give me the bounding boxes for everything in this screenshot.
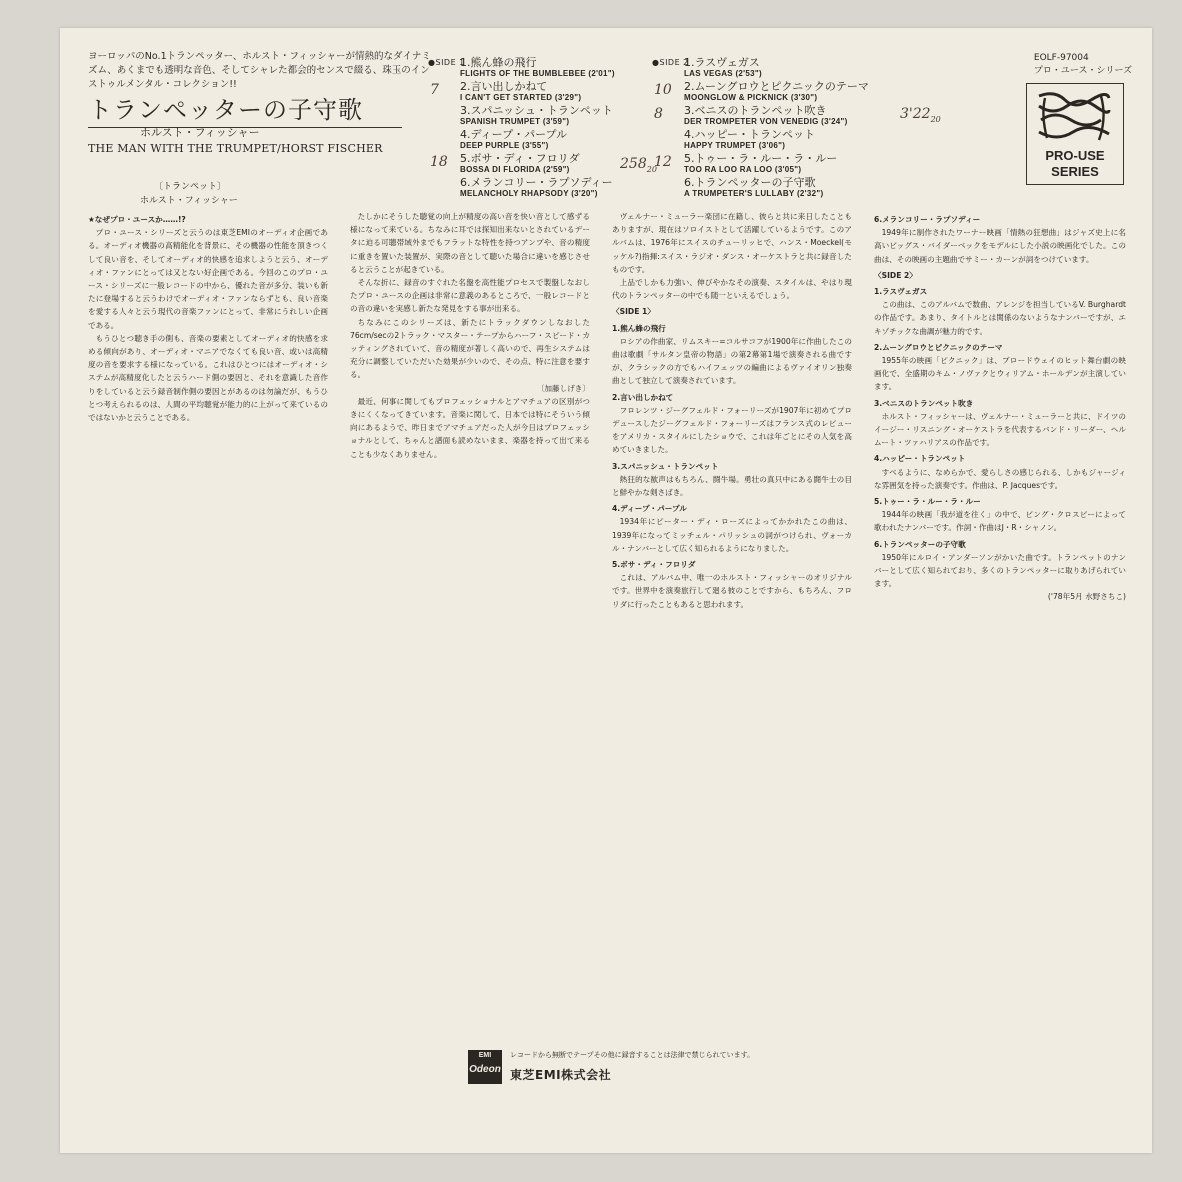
paragraph: 熱狂的な歓声はもちろん、闘牛場。勇壮の真只中にある闘牛士の目と鮮やかな剣さばき。 [612, 474, 852, 498]
side2-track [654, 104, 894, 127]
track-title-ja: 1.熊ん蜂の飛行 [460, 56, 537, 69]
handwritten-note-2: $3'22_{20}$ [900, 106, 941, 124]
intro-text: ヨーロッパのNo.1トランペッター、ホルスト・フィッシャーが情熱的なダイナミズム、あくまでも透明な音色、そしてシャレた都会的センスで綴る、珠玉のインストゥルメンタル・コレクション!! [88, 51, 431, 90]
paragraph: 最近、何事に関してもプロフェッショナルとアマチュアの区別がつきにくくなってきています。音楽に関して、日本では特にそういう傾向にあるようで、昨日までアマチュアだった人が今日はプロフェッショナルとして、ちゃんと譜面も読めないまま、楽器を持って出て来ることも少なくありません。 [350, 396, 590, 459]
album-title-ja: トランペッターの子守歌 [88, 90, 402, 128]
series-name: プロ・ユース・シリーズ [1033, 66, 1132, 76]
paragraph: すべるように、なめらかで、愛らしさの感じられる、しかもジャージィな雰囲気を持った演奏です。作曲は、P. Jacquesです。 [874, 467, 1126, 490]
handwritten-track-note: 18 [430, 154, 448, 170]
catalog-number: EOLF-97004 [1033, 53, 1089, 63]
track-title-ja: 3.ベニスのトランペット吹き [684, 104, 827, 117]
track-title-en: DEEP PURPLE (3'55") [460, 141, 549, 150]
paragraph: 1949年に制作されたワーナー映画「情熱の狂想曲」はジャズ史上に名高いビッグス・バイダーベックをモデルにした小説の映画化でした。この曲は、その映画の主題曲でサミー・カーンが詞をつけています。 [874, 228, 1126, 264]
side2-track [684, 128, 894, 151]
section-heading: 4.ディープ・パープル [612, 504, 687, 514]
track-title-ja: 6.メランコリー・ラプソディー [460, 176, 613, 189]
paragraph: もうひとつ聴き手の側も、音楽の要素としてオーディオ的快感を求める傾向があり、オーディオ・マニアでなくても良い音、或いは高精度の音を要求する様になっている。これはひとつにはオーディオ・システムが高精度化したと云うハード側の要因と、それを意識した音作りをしていると云う録音制作側の要因とがあるのは勿論だが、もうひとつ考えられるのは、人間の平均聴覚が能力的に上がって来ているのではないかと云うことである。 [88, 333, 328, 423]
side1-track [460, 56, 630, 79]
logo-line-2: SERIES [1051, 164, 1099, 179]
side1-label: ●SIDE 1 [428, 58, 465, 67]
track-title-ja: 2.言い出しかねて [460, 80, 548, 93]
paragraph: ロシアの作曲家、リムスキー=コルサコフが1900年に作曲したこの曲は歌劇「サルタン皇帝の物語」の第2幕第1場で演奏される曲ですが、クラシックの方でもハイフェッツの編曲によるヴァイオリン独奏曲として独立して演奏されています。 [612, 336, 852, 386]
track-title-ja: 3.スパニッシュ・トランペット [460, 104, 613, 117]
track-title-en: TOO RA LOO RA LOO (3'05") [684, 165, 802, 174]
company-name: 東芝EMI株式会社 [510, 1068, 612, 1082]
side2-track [654, 80, 894, 103]
track-title-ja: 5.トゥー・ラ・ルー・ラ・ルー [684, 152, 838, 165]
track-title-ja: 2.ムーングロウとピクニックのテーマ [684, 80, 869, 93]
track-title-en: BOSSA DI FLORIDA (2'59") [460, 165, 570, 174]
paragraph: ちなみにこのシリーズは、新たにトラックダウンしなおした76cm/secの2トラック・マスター・テープからハーフ・スピード・カッティングされていて、音の精度が著しく高いので、再生システムは充分に調整していただいた効果が少いので、その点、特に注意を要する。 [350, 317, 590, 380]
track-title-en: MOONGLOW & PICKNICK (3'30") [684, 93, 818, 102]
copyright-notice: レコードから無断でテープその他に録音することは法律で禁じられています。 [510, 1051, 755, 1059]
track-title-ja: 1.ラスヴェガス [684, 56, 760, 69]
liner-column-2 [350, 210, 590, 1010]
section-heading: 2.言い出しかねて [612, 392, 674, 402]
track-title-en: SPANISH TRUMPET (3'59") [460, 117, 570, 126]
liner-column-4 [874, 210, 1126, 1010]
handwritten-track-note: 7 [430, 82, 439, 98]
paragraph: フロレンツ・ジーグフェルド・フォーリーズが1907年に初めてプロデュースしたジーグフェルド・フォーリーズはフランス式のレビューをアメリカ・スタイルにしたショウで、これは年ごとにその人気を高めていきました。 [612, 405, 852, 455]
track-title-en: LAS VEGAS (2'53") [684, 69, 762, 78]
liner-sheet [60, 28, 1152, 1153]
track-title-ja: 4.ハッピー・トランペット [684, 128, 816, 141]
performer-credit [140, 180, 238, 208]
section-heading: 2.ムーングロウとピクニックのテーマ [874, 342, 1003, 352]
paragraph: たしかにそうした聴覚の向上が精度の高い音を快い音として感ずる様になって来ている。ちなみに耳では探知出来ないとされているデータに迫る可聴帯域外までもフラットな特性を持つアンプや、音の精度に重きを置いた装置が、実際の音として聴いた場合に違いを感じさせると云うことが起きている。 [350, 212, 590, 274]
track-title-en: DER TROMPETER VON VENEDIG (3'24") [684, 117, 848, 126]
section-heading: 4.ハッピー・トランペット [874, 454, 966, 464]
handwritten-track-note: 12 [654, 154, 672, 170]
author-signature: ('78年5月 水野さちこ) [1047, 592, 1126, 602]
side2-track [684, 176, 894, 199]
paragraph: そんな折に、録音のすぐれた名盤を高性能プロセスで製盤しなおしたプロ・ユースの企画は非常に意義のあるところで、一般レコードとの音の違いを実感し新たな発見をする事が出来る。 [350, 278, 590, 314]
section-heading: 〈SIDE 2〉 [874, 270, 917, 280]
section-heading: 3.ベニスのトランペット吹き [874, 398, 974, 408]
side1-track [430, 152, 630, 175]
side1-track [460, 128, 630, 151]
liner-notes [88, 210, 1128, 1055]
track-title-ja: 4.ディープ・パープル [460, 128, 568, 141]
side2-track [684, 56, 894, 79]
section-heading: 1.熊ん蜂の飛行 [612, 323, 666, 333]
credit-role: 〔トランペット〕 [154, 182, 227, 192]
section-heading: 6.メランコリー・ラプソディー [874, 215, 981, 224]
emi-odeon-logo: EMI Odeon [468, 1050, 502, 1084]
track-title-en: I CAN'T GET STARTED (3'29") [460, 93, 582, 102]
track-title-en: MELANCHOLY RHAPSODY (3'20") [460, 189, 598, 198]
catalog-info [1034, 52, 1132, 78]
swirl-icon [1035, 90, 1113, 144]
credit-name: ホルスト・フィッシャー [140, 196, 238, 206]
side2-label: ●SIDE 2 [652, 58, 689, 67]
paragraph: 1950年にルロイ・アンダーソンがかいた曲です。トランペットのナンバーとして広く知られており、多くのトランペッターに取りあげられています。 [874, 552, 1126, 589]
paragraph: 1934年にピーター・ディ・ローズによってかかれたこの曲は、1939年になってミッチェル・パリッシュの詞がつけられ、ヴォーカル・ナンバーとして広く知られるようになりました。 [612, 517, 852, 553]
side1-track [430, 80, 630, 103]
section-heading: 6.トランペッターの子守歌 [874, 539, 966, 549]
track-title-en: A TRUMPETER'S LULLABY (2'32") [684, 189, 824, 198]
paragraph: プロ・ユース・シリーズと云うのは東芝EMIのオーディオ企画である。オーディオ機器の高精能化を背景に、その機器の性能を頂きつくして良い音を、そしてオーディオ的快感を追求しようと云う、オーディオ・ファンにとっては又とない好企画である。今回のこのプロ・ユース・シリーズに一般レコードの中から、優れた音が多分、装いも新たに登場すると云うわけでオーディオ・ファンならずとも、良い音楽を愛する人々と云う現代の音楽ファンにとって、非常にうれしい企画である。 [88, 228, 328, 330]
paragraph: 上品でしかも力強い、伸びやかなその演奏、スタイルは、やはり現代のトランペッターの中でも随一といえるでしょう。 [612, 278, 852, 301]
paragraph: 1944年の映画「我が道を往く」の中で、ビング・クロスビーによって歌われたナンバーです。作詞・作曲はJ・R・シャノン。 [874, 510, 1126, 533]
section-heading: 〈SIDE 1〉 [612, 307, 655, 317]
author-signature: 〔加藤しげき〕 [536, 383, 590, 393]
paragraph: これは、アルバム中、唯一のホルスト・フィッシャーのオリジナルです。世界中を演奏旅行して廻る彼のことですから、もちろん、フロリダに行ったこともあると思われます。 [612, 573, 852, 609]
track-title-en: FLIGHTS OF THE BUMBLEBEE (2'01") [460, 69, 615, 78]
paragraph: ホルスト・フィッシャーは、ヴェルナー・ミューラーと共に、ドイツのイージー・リスニング・オーケストラを代表するバンド・リーダー、ヘルムート・ツァハリアスの作品です。 [874, 411, 1126, 448]
side1-track [460, 176, 630, 199]
track-title-ja: 6.トランペッターの子守歌 [684, 176, 816, 189]
pro-use-logo [1026, 83, 1124, 185]
section-heading: 5.ボサ・ディ・フロリダ [612, 560, 696, 570]
artist-name-ja: ホルスト・フィッシャー [140, 126, 260, 139]
handwritten-track-note: 10 [654, 82, 672, 98]
handwritten-track-note: 8 [654, 106, 663, 122]
section-heading: 5.トゥー・ラ・ルー・ラ・ルー [874, 497, 981, 507]
section-heading: 3.スパニッシュ・トランペット [612, 461, 719, 471]
track-title-en: HAPPY TRUMPET (3'06") [684, 141, 786, 150]
side2-track [654, 152, 894, 175]
paragraph: ヴェルナー・ミューラー楽団に在籍し、彼らと共に来日したこともありますが、現在はソロイストとして活躍しているようです。このアルバムは、1976年にスイスのチューリッヒで、ハンス・Moeckel(モッケル?)指揮:スイス・ラジオ・ダンス・オーケストラと共に録音したものです。 [612, 212, 852, 274]
track-title-ja: 5.ボサ・ディ・フロリダ [460, 152, 580, 165]
section-heading: 1.ラスヴェガス [874, 287, 928, 297]
side1-track [460, 104, 630, 127]
logo-line-1: PRO-USE [1045, 148, 1105, 163]
section-heading: ★なぜプロ・ユースか……!? [88, 215, 186, 224]
handwritten-note-1: $258_{20}$ [620, 156, 657, 174]
liner-column-1 [88, 210, 328, 1010]
liner-column-3 [612, 210, 852, 1010]
paragraph: この曲は、このアルバムで数曲、アレンジを担当しているV. Burghardtの作品です。あまり、タイトルとは関係のないようなナンバーですが、エキゾチックな曲調が魅力的です。 [874, 300, 1126, 336]
album-title-en: THE MAN WITH THE TRUMPET/HORST FISCHER [88, 142, 383, 155]
paragraph: 1955年の映画「ピクニック」は、ブロードウェイのヒット舞台劇の映画化で、全盛期のキム・ノヴァクとウィリアム・ホールデンが主演しています。 [874, 356, 1126, 392]
